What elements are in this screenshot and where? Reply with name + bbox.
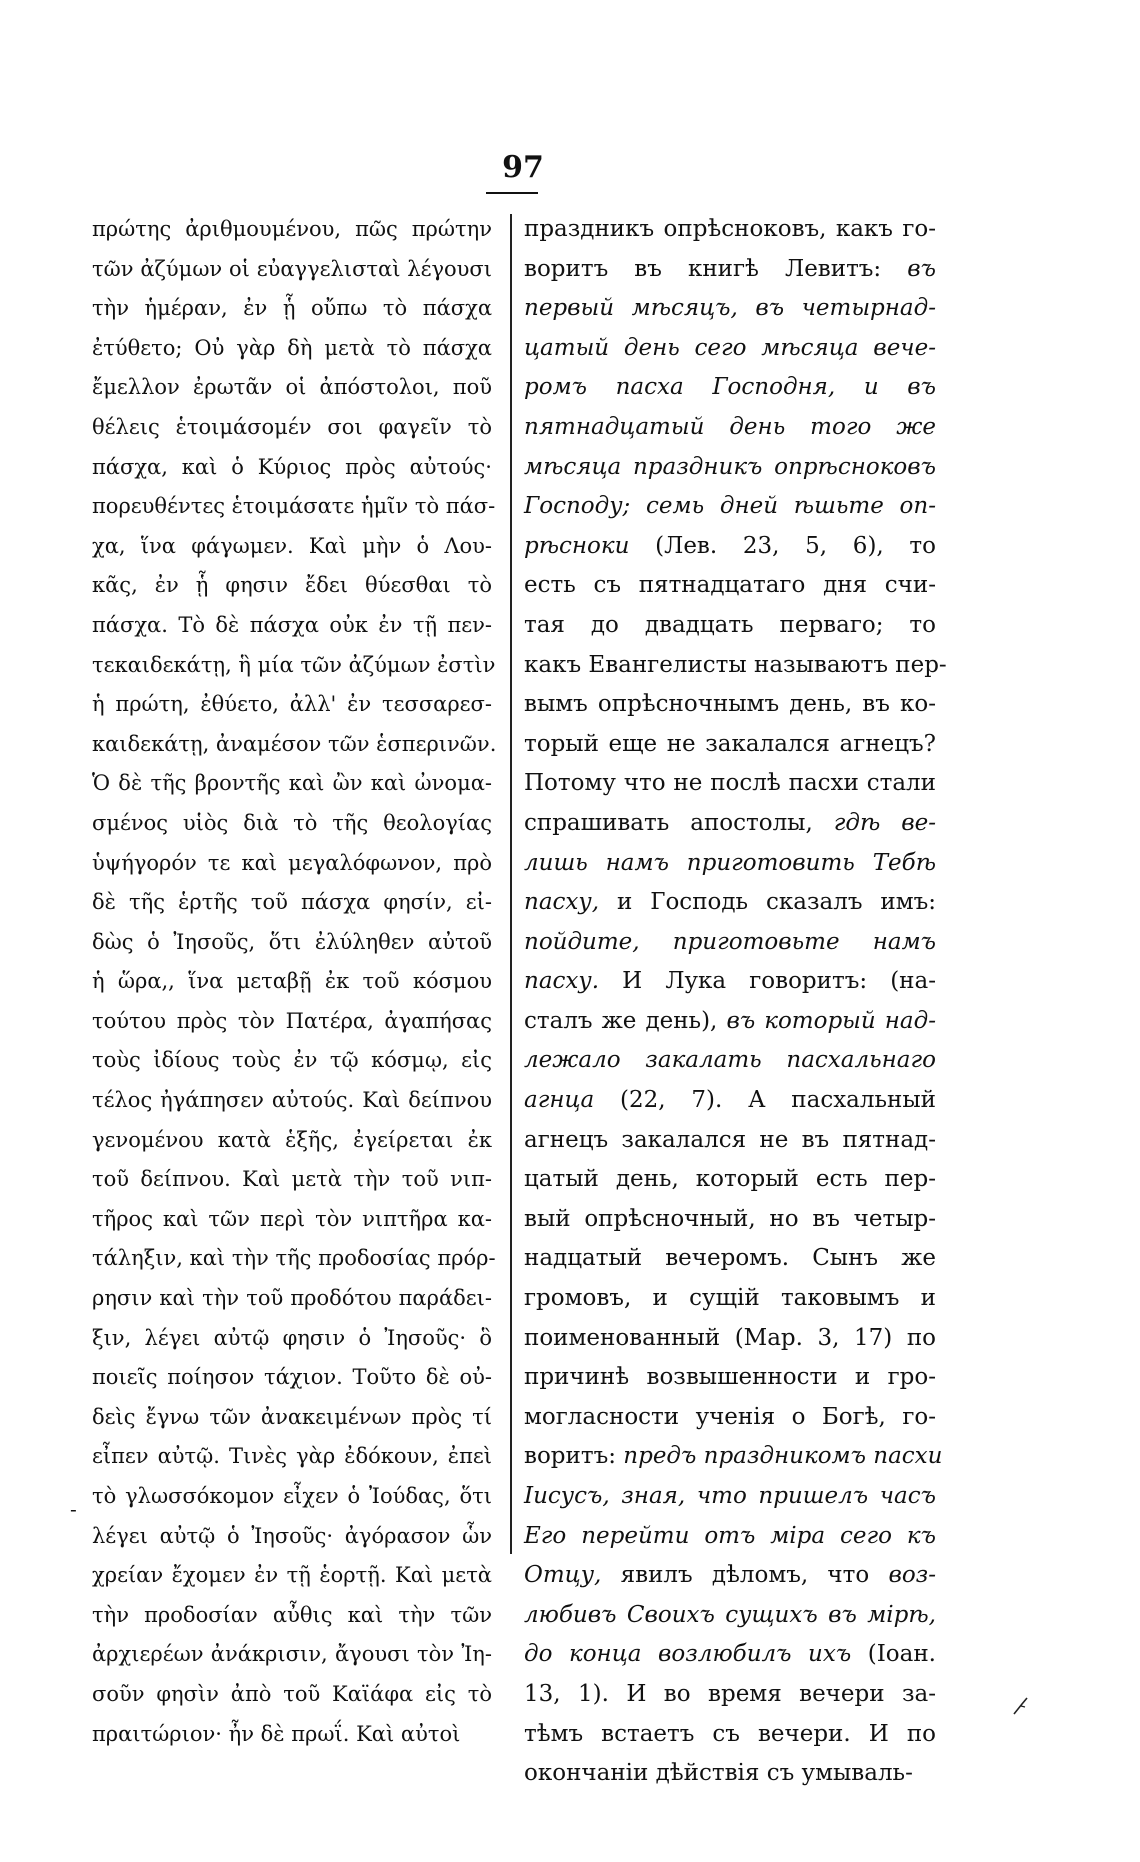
russian-text-line bbox=[524, 1160, 936, 1200]
text-segment: вый опрѣсночный, но въ четыр- bbox=[524, 1205, 936, 1232]
greek-text-line: ἀρχιερέων ἀνάκρισιν, ἄγουσι τὸν Ἰη- bbox=[92, 1642, 492, 1667]
greek-text-line: Ὁ δὲ τῆς βροντῆς καὶ ὢν καὶ ὠνομα- bbox=[92, 771, 492, 796]
russian-text-line bbox=[524, 764, 936, 804]
russian-text-line bbox=[524, 1635, 936, 1675]
greek-text-line: εἶπεν αὐτῷ. Τινὲς γὰρ ἐδόκουν, ἐπεὶ bbox=[92, 1444, 492, 1469]
greek-text-line: γενομένου κατὰ ἑξῆς, ἐγείρεται ἐκ bbox=[92, 1127, 492, 1152]
russian-text-line bbox=[524, 1517, 936, 1557]
italic-quote-segment: пойдите, приготовьте намъ bbox=[524, 928, 936, 955]
italic-quote-segment: Господу; семь дней ѣшьте оп- bbox=[524, 493, 936, 520]
russian-text-line bbox=[524, 487, 936, 527]
text-segment: Потому что не послѣ пасхи стали bbox=[524, 770, 936, 797]
greek-text-line: θέλεις ἑτοιμάσομέν σοι φαγεῖν τὸ bbox=[92, 414, 492, 439]
russian-text-line bbox=[524, 566, 936, 606]
greek-text-line: κᾶς, ἐν ᾗ φησιν ἔδει θύεσθαι τὸ bbox=[92, 573, 492, 598]
italic-quote-segment: воз- bbox=[888, 1562, 936, 1589]
italic-quote-segment: ромъ пасха Господня, и въ bbox=[524, 374, 936, 401]
russian-text-line bbox=[524, 606, 936, 646]
greek-text-line: χρείαν ἔχομεν ἐν τῇ ἑορτῇ. Καὶ μετὰ bbox=[92, 1563, 492, 1588]
greek-text-line: πρώτης ἀριθμουμένου, πῶς πρώτην bbox=[92, 217, 492, 241]
russian-text-line bbox=[524, 1358, 936, 1398]
greek-text-line: ἐτύθετο; Οὐ γὰρ δὴ μετὰ τὸ πάσχα bbox=[92, 335, 492, 360]
russian-text-line bbox=[524, 329, 936, 369]
russian-text-line bbox=[524, 1556, 936, 1596]
text-segment: поименованный (Мар. 3, 17) по bbox=[524, 1324, 936, 1351]
russian-text-line bbox=[524, 1002, 936, 1042]
italic-quote-segment: рѣсноки bbox=[524, 532, 630, 559]
greek-text-line: τούτου πρὸς τὸν Πατέρα, ἀγαπήσας bbox=[92, 1008, 492, 1033]
text-segment: окончаніи дѣйствія съ умываль- bbox=[524, 1760, 913, 1787]
text-segment: тая до двадцать перваго; то bbox=[524, 611, 936, 638]
text-segment: какъ Евангелисты называютъ пер- bbox=[524, 651, 947, 678]
russian-text-line bbox=[524, 1279, 936, 1319]
russian-text-line bbox=[524, 1477, 936, 1517]
text-segment: спрашивать апостолы, bbox=[524, 809, 834, 836]
greek-text-line: τὴν προδοσίαν αὖθις καὶ τὴν τῶν bbox=[92, 1602, 492, 1627]
russian-column bbox=[524, 210, 947, 1794]
italic-quote-segment: любивъ Своихъ сущихъ въ мірѣ, bbox=[524, 1601, 936, 1628]
russian-text-line bbox=[524, 1200, 936, 1240]
greek-text-line: τάληξιν, καὶ τὴν τῆς προδοσίας πρόρ- bbox=[92, 1246, 496, 1271]
italic-quote-segment: агнца bbox=[524, 1087, 595, 1114]
italic-quote-segment: пятнадцатый день того же bbox=[524, 413, 936, 440]
greek-text-line: ἡ πρώτη, ἐθύετο, ἀλλ' ἐν τεσσαρεσ- bbox=[92, 692, 492, 717]
italic-quote-segment: въ bbox=[907, 255, 936, 282]
text-segment: праздникъ опрѣсноковъ, какъ го- bbox=[524, 216, 936, 242]
russian-text-line bbox=[524, 646, 947, 686]
russian-text-line bbox=[524, 1239, 936, 1279]
italic-quote-segment: Іисусъ, зная, что пришелъ часъ bbox=[524, 1483, 936, 1509]
greek-text-line: τοὺς ἰδίους τοὺς ἐν τῷ κόσμῳ, εἰς bbox=[92, 1048, 492, 1073]
column-divider bbox=[510, 214, 512, 1554]
text-segment: (Лев. 23, 5, 6), то bbox=[629, 532, 936, 559]
greek-text-line: ρησιν καὶ τὴν τοῦ προδότου παράδει- bbox=[92, 1286, 492, 1311]
greek-text-line: σμένος υἱὸς διὰ τὸ τῆς θεολογίας bbox=[92, 810, 492, 835]
greek-text-line: ξιν, λέγει αὐτῷ φησιν ὁ Ἰησοῦς· ὃ bbox=[92, 1325, 492, 1350]
greek-text-line: λέγει αὐτῷ ὁ Ἰησοῦς· ἀγόρασον ὧν bbox=[92, 1523, 492, 1548]
russian-text-line bbox=[524, 368, 936, 408]
greek-text-line: πραιτώριον· ἦν δὲ πρωΐ. Καὶ αὐτοὶ bbox=[92, 1721, 461, 1746]
text-segment: громовъ, и сущій таковымъ и bbox=[524, 1285, 936, 1312]
greek-text-line: ποιεῖς ποίησον τάχιον. Τοῦτο δὲ οὐ- bbox=[92, 1365, 492, 1390]
russian-text-line bbox=[524, 1319, 936, 1359]
russian-text-line bbox=[524, 923, 936, 963]
greek-text-line: πορευθέντες ἑτοιμάσατε ἡμῖν τὸ πάσ- bbox=[92, 494, 496, 519]
russian-text-line bbox=[524, 210, 936, 250]
russian-text-line bbox=[524, 1437, 943, 1477]
russian-text-line bbox=[524, 1398, 936, 1438]
text-segment: причинѣ возвышенности и гро- bbox=[524, 1364, 936, 1391]
greek-text-line: χα, ἵνα φάγωμεν. Καὶ μὴν ὁ Λου- bbox=[92, 533, 492, 558]
italic-quote-segment: пасху, bbox=[524, 889, 600, 916]
greek-text-line: δὼς ὁ Ἰησοῦς, ὅτι ἐλύληθεν αὐτοῦ bbox=[92, 929, 492, 954]
russian-text-line bbox=[524, 1754, 936, 1794]
russian-text-line bbox=[524, 1121, 936, 1161]
text-segment: явилъ дѣломъ, что bbox=[601, 1562, 889, 1589]
page-number: 97 bbox=[502, 150, 544, 185]
text-segment: агнецъ закалался не въ пятнад- bbox=[524, 1126, 936, 1153]
greek-column bbox=[92, 210, 497, 1754]
margin-dash-mark: - bbox=[70, 1497, 77, 1521]
italic-quote-segment: Отцу, bbox=[524, 1562, 602, 1589]
pencil-mark bbox=[1012, 1696, 1030, 1716]
greek-text-line: τοῦ δείπνου. Καὶ μετὰ τὴν τοῦ νιπ- bbox=[92, 1167, 492, 1192]
text-segment: тѣмъ встаетъ съ вечери. И по bbox=[524, 1720, 936, 1747]
text-segment: сталъ же день), bbox=[524, 1007, 727, 1034]
italic-quote-segment: пасху. bbox=[524, 968, 600, 995]
italic-quote-segment: первый мѣсяцъ, въ четырнад- bbox=[524, 295, 936, 322]
text-segment: И Лука говоритъ: (на- bbox=[599, 968, 936, 995]
text-segment: и Господь сказалъ имъ: bbox=[599, 889, 936, 916]
italic-quote-segment: лишь намъ приготовить Тебѣ bbox=[524, 849, 936, 876]
text-segment: могласности ученія о Богѣ, го- bbox=[524, 1403, 936, 1430]
greek-text-line: τῶν ἀζύμων οἱ εὐαγγελισταὶ λέγουσι bbox=[92, 256, 492, 281]
russian-text-line bbox=[524, 250, 936, 290]
text-segment: цатый день, который есть пер- bbox=[524, 1166, 936, 1193]
italic-quote-segment: предъ праздникомъ пасхи bbox=[623, 1443, 943, 1470]
italic-quote-segment: гдѣ ве- bbox=[833, 809, 936, 836]
russian-text-line bbox=[524, 883, 936, 923]
text-segment: (Іоан. bbox=[851, 1641, 936, 1668]
russian-text-line bbox=[524, 804, 936, 844]
italic-quote-segment: до конца возлюбилъ ихъ bbox=[524, 1641, 852, 1668]
russian-text-line bbox=[524, 408, 936, 448]
italic-quote-segment: Его перейти отъ міра сего къ bbox=[524, 1522, 936, 1549]
text-segment: воритъ въ книгѣ Левитъ: bbox=[524, 255, 908, 282]
russian-text-line bbox=[524, 289, 936, 329]
italic-quote-segment: цатый день сего мѣсяца вече- bbox=[524, 334, 936, 361]
greek-text-line: πάσχα, καὶ ὁ Κύριος πρὸς αὐτούς· bbox=[92, 454, 492, 479]
russian-text-line bbox=[524, 962, 936, 1002]
text-segment: есть съ пятнадцатаго дня счи- bbox=[524, 572, 936, 599]
text-segment: надцатый вечеромъ. Сынъ же bbox=[524, 1245, 936, 1272]
text-segment: 13, 1). И во время вечери за- bbox=[524, 1680, 936, 1707]
russian-text-line bbox=[524, 448, 936, 488]
russian-text-line bbox=[524, 725, 936, 765]
text-segment: воритъ: bbox=[524, 1443, 624, 1470]
greek-text-line: ὑψήγορόν τε καὶ μεγαλόφωνον, πρὸ bbox=[92, 850, 492, 875]
russian-text-line bbox=[524, 1596, 936, 1636]
greek-text-line: πάσχα. Τὸ δὲ πάσχα οὐκ ἐν τῇ πεν- bbox=[92, 612, 492, 637]
russian-text-line bbox=[524, 527, 936, 567]
italic-quote-segment: мѣсяца праздникъ опрѣсноковъ bbox=[524, 453, 936, 480]
greek-text-line: δὲ τῆς ἑρτῆς τοῦ πάσχα φησίν, εἰ- bbox=[92, 890, 492, 915]
text-segment: торый еще не закалался агнецъ? bbox=[524, 730, 936, 757]
italic-quote-segment: въ который над- bbox=[726, 1007, 936, 1034]
greek-text-line: τῆρος καὶ τῶν περὶ τὸν νιπτῆρα κα- bbox=[92, 1206, 492, 1231]
russian-text-line bbox=[524, 1041, 936, 1081]
greek-text-line: καιδεκάτῃ, ἀναμέσον τῶν ἑσπερινῶν. bbox=[92, 731, 497, 756]
text-segment: (22, 7). А пасхальный bbox=[594, 1087, 936, 1114]
page-number-rule bbox=[486, 192, 538, 194]
greek-text-line: τέλος ἠγάπησεν αὐτούς. Καὶ δείπνου bbox=[92, 1088, 492, 1113]
russian-text-line bbox=[524, 844, 936, 884]
italic-quote-segment: лежало закалать пасхальнаго bbox=[524, 1047, 936, 1074]
russian-text-line bbox=[524, 1675, 936, 1715]
greek-text-line: σοῦν φησὶν ἀπὸ τοῦ Καϊάφα εἰς τὸ bbox=[92, 1681, 492, 1706]
greek-text-line: τὴν ἡμέραν, ἐν ᾗ οὔπω τὸ πάσχα bbox=[92, 296, 492, 321]
greek-text-line: ἡ ὥρα,, ἵνα μεταβῇ ἐκ τοῦ κόσμου bbox=[92, 969, 492, 994]
russian-text-line bbox=[524, 685, 936, 725]
greek-text-line: τεκαιδεκάτῃ, ἣ μία τῶν ἀζύμων ἐστὶν bbox=[92, 652, 496, 677]
russian-text-line bbox=[524, 1081, 936, 1121]
text-segment: вымъ опрѣсночнымъ день, въ ко- bbox=[524, 691, 936, 718]
greek-text-line: τὸ γλωσσόκομον εἶχεν ὁ Ἰούδας, ὅτι bbox=[92, 1484, 492, 1508]
russian-text-line bbox=[524, 1715, 936, 1755]
greek-text-line: δεὶς ἔγνω τῶν ἀνακειμένων πρὸς τί bbox=[92, 1404, 492, 1429]
greek-text-line: ἔμελλον ἐρωτᾶν οἱ ἀπόστολοι, ποῦ bbox=[92, 375, 492, 400]
